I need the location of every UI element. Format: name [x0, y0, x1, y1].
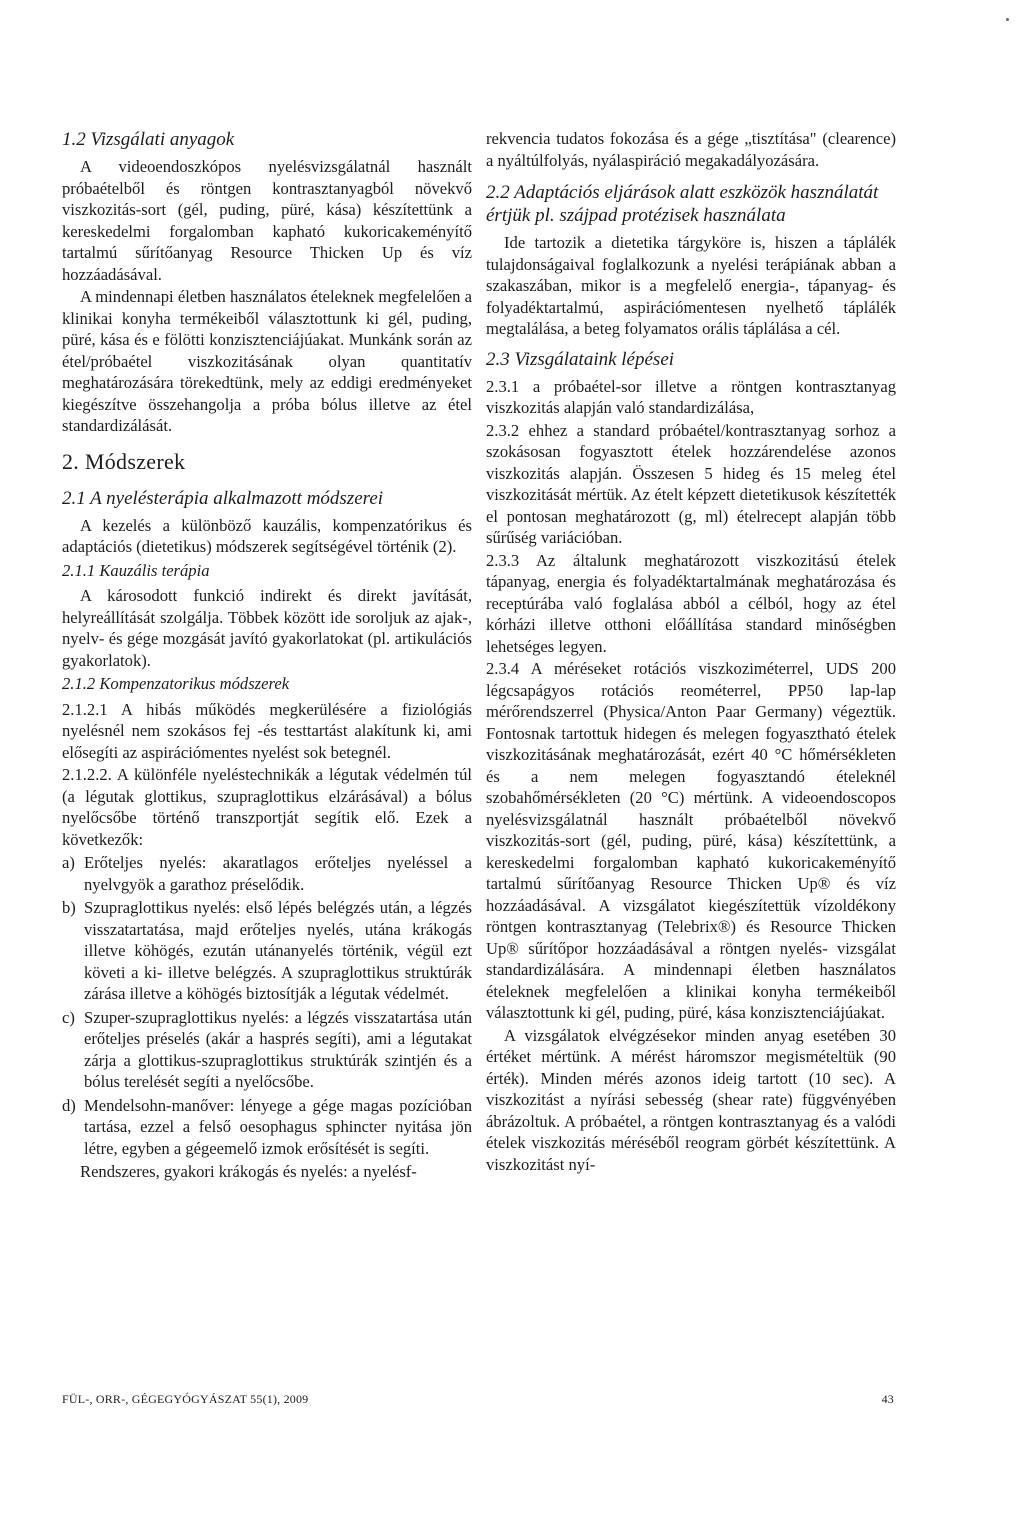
list-marker: a) [62, 853, 75, 872]
paragraph: A mindennapi életben használatos ételeknek megfelelően a klinikai konyha termékeiből választottunk ki gél, puding, püré, kása és e fölötti konzisztenciájúakat. Munkánk során az étel/próbaétel viszkozitásának olyan quantitatív meghatározására törekedtünk, mely az eddigi eredményeket kiegészítve összehangolja a próba bólus illetve az étel standardizálását. [62, 287, 472, 435]
paragraph: A károsodott funkció indirekt és direkt javítását, helyreállítását szolgálja. Többek között ide soroljuk az ajak-, nyelv- és gége mozgását javító gyakorlatokat (pl. artikulációs gyakorlatok). [62, 586, 472, 670]
section-heading-2-2: 2.2 Adaptációs eljárások alatt eszközök használatát értjük pl. szájpad protézisek használata [486, 182, 879, 226]
technique-list [62, 852, 472, 1159]
journal-citation: FÜL-, ORR-, GÉGEGYÓGYÁSZAT 55(1), 2009 [62, 1392, 309, 1406]
list-item [62, 897, 472, 1005]
section-heading-2: 2. Módszerek [62, 448, 186, 474]
list-item [62, 852, 472, 895]
list-item-text: Mendelsohn-manőver: lényege a gége magas pozícióban tartása, ezzel a felső oesophagus sphincter nyitása jön létre, egyben a gégeemelő izmok erősítését is segíti. [84, 1095, 472, 1158]
list-item-text: Szuper-szupraglottikus nyelés: a légzés visszatartása után erőteljes préselés (akár a hasprés segíti), ami a légutakat zárja a glottikus-szupraglottikus struktúrák szintjén és a bólus terelését segíti a nyelőcsőbe. [84, 1007, 472, 1091]
left-column [62, 128, 472, 1184]
paragraph: 2.1.2.1 A hibás működés megkerülésére a fiziológiás nyelésnél nem szokásos fej -és testtartást alakítunk ki, ami elősegíti az aspirációmentes nyelést sok betegnél. [62, 699, 472, 762]
page-number: 43 [881, 1392, 894, 1406]
page-footer [62, 1392, 894, 1407]
scan-speck [1006, 18, 1009, 21]
list-item [62, 1007, 472, 1093]
paragraph: A videoendoszkópos nyelésvizsgálatnál használt próbaételből és röntgen kontrasztanyagból növekvő viszkozitás-sort (gél, puding, püré, kása) készítettünk a kereskedelmi forgalomban kapható kukoricakeményítő tartalmú sűrítőanyag Resource Thicken Up és víz hozzáadásával. [62, 157, 472, 284]
paragraph: A kezelés a különböző kauzális, kompenzatórikus és adaptációs (dietetikus) módszerek segítségével történik (2). [62, 515, 472, 556]
paragraph: 2.3.4 A méréseket rotációs viszkoziméterrel, UDS 200 légcsapágyos rotációs reométerrel, PP50 lap-lap mérőrendszerrel (Physica/Anton Paar Germany) végeztük. Fontosnak tartottuk hidegen és melegen fogyasztható ételek viszkozitásának meghatározását, ezért 40 °C hőmérsékleten és a nem melegen fogyasztandó ételeknél szobahőmérsékleten (20 °C) mértünk. A videoendoscopos nyelésvizsgálatnál használt próbaételből növekvő viszkozitás-sort (gél, puding, püré, kása) készítettünk, a kereskedelmi forgalomban kapható kukoricakeményítő tartalmú sűrítőanyag Resource Thicken Up® és víz hozzáadásával. A vizsgálatot kiegészítettük vízoldékony röntgen kontrasztanyag (Telebrix®) és Resource Thicken Up® sűrítőpor hozzáadásával a röntgen nyelés- vizsgálat standardizálására. A mindennapi életben használatos ételeknek megfelelően a klinikai konyha termékeiből választottunk ki gél, puding, püré, kása konzisztenciájúakat. [486, 659, 896, 1022]
paragraph: 2.3.2 ehhez a standard próbaétel/kontrasztanyag sorhoz a szokásosan fogyasztott ételek hozzárendelése azonos viszkozitás alapján. Összesen 5 hideg és 15 meleg étel viszkozitását mértük. Az ételt képzett dietetikusok készítették el pontosan meghatározott (g, ml) ételrecept alapján több sűrűség variációban. [486, 420, 896, 547]
list-marker: b) [62, 898, 76, 917]
section-heading-2-3: 2.3 Vizsgálataink lépései [486, 348, 675, 370]
paragraph: rekvencia tudatos fokozása és a gége „tisztítása" (clearence) a nyáltúlfolyás, nyálaspiráció megakadályozására. [486, 129, 896, 170]
paragraph: 2.1.2.2. A különféle nyeléstechnikák a légutak védelmén túl (a légutak glottikus, szupraglottikus elzárásával) a bólus nyelőcsőbe történő transzportját segítik elő. Ezek a következők: [62, 765, 472, 849]
list-marker: c) [62, 1007, 75, 1027]
subsection-heading-2-1-2: 2.1.2 Kompenzatorikus módszerek [62, 674, 290, 693]
subsection-heading-2-1-1: 2.1.1 Kauzális terápia [62, 560, 210, 580]
section-heading-2-1: 2.1 A nyelésterápia alkalmazott módszerei [62, 487, 384, 509]
paragraph: 2.3.1 a próbaétel-sor illetve a röntgen kontrasztanyag viszkozitás alapján való standardizálása, [486, 376, 896, 417]
list-item-text: Szupraglottikus nyelés: első lépés belégzés után, a légzés visszatartatása, majd erőteljes nyelés, utána krákogás illetve köhögés, ezután utánanyelés történik, végül ezt követi a ki- illetve belégzés. A szupraglottikus struktúrák zárása illetve a köhögés biztosítják a légutak védelmét. [84, 898, 472, 1003]
paragraph: A vizsgálatok elvégzésekor minden anyag esetében 30 értéket mértünk. A mérést háromszor megismételtük (90 érték). Minden mérés azonos ideig tartott (10 sec). A viszkozitást a nyírási sebesség (shear rate) függvényében ábrázoltuk. A próbaétel, a röntgen kontrasztanyag és a valódi ételek viszkozitás méréséből reogram görbét készítettünk. A viszkozitást nyí- [486, 1025, 896, 1174]
list-item-text: Erőteljes nyelés: akaratlagos erőteljes nyeléssel a nyelvgyök a garathoz préselődik. [84, 853, 472, 894]
section-heading-1-2: 1.2 Vizsgálati anyagok [62, 129, 235, 150]
paragraph: 2.3.3 Az általunk meghatározott viszkozitású ételek tápanyag, energia és folyadéktartalmának meghatározása és receptúrába való foglalása abból a célból, hogy az étel kórházi illetve otthoni előállítása standard minőségben lehetséges legyen. [486, 550, 896, 656]
right-column [486, 128, 896, 1176]
list-marker: d) [62, 1095, 76, 1115]
paragraph: Rendszeres, gyakori krákogás és nyelés: a nyelésf- [80, 1162, 417, 1181]
list-item [62, 1095, 472, 1160]
paragraph: Ide tartozik a dietetika tárgyköre is, hiszen a táplálék tulajdonságaival foglalkozunk a nyelési terápiának abban a szakaszában, mikor is a megfelelő energia-, tápanyag- és folyadéktartalmú, aspirációmentesen nyelhető táplálék megtalálása, a beteg folyamatos orális táplálása a cél. [486, 233, 896, 338]
